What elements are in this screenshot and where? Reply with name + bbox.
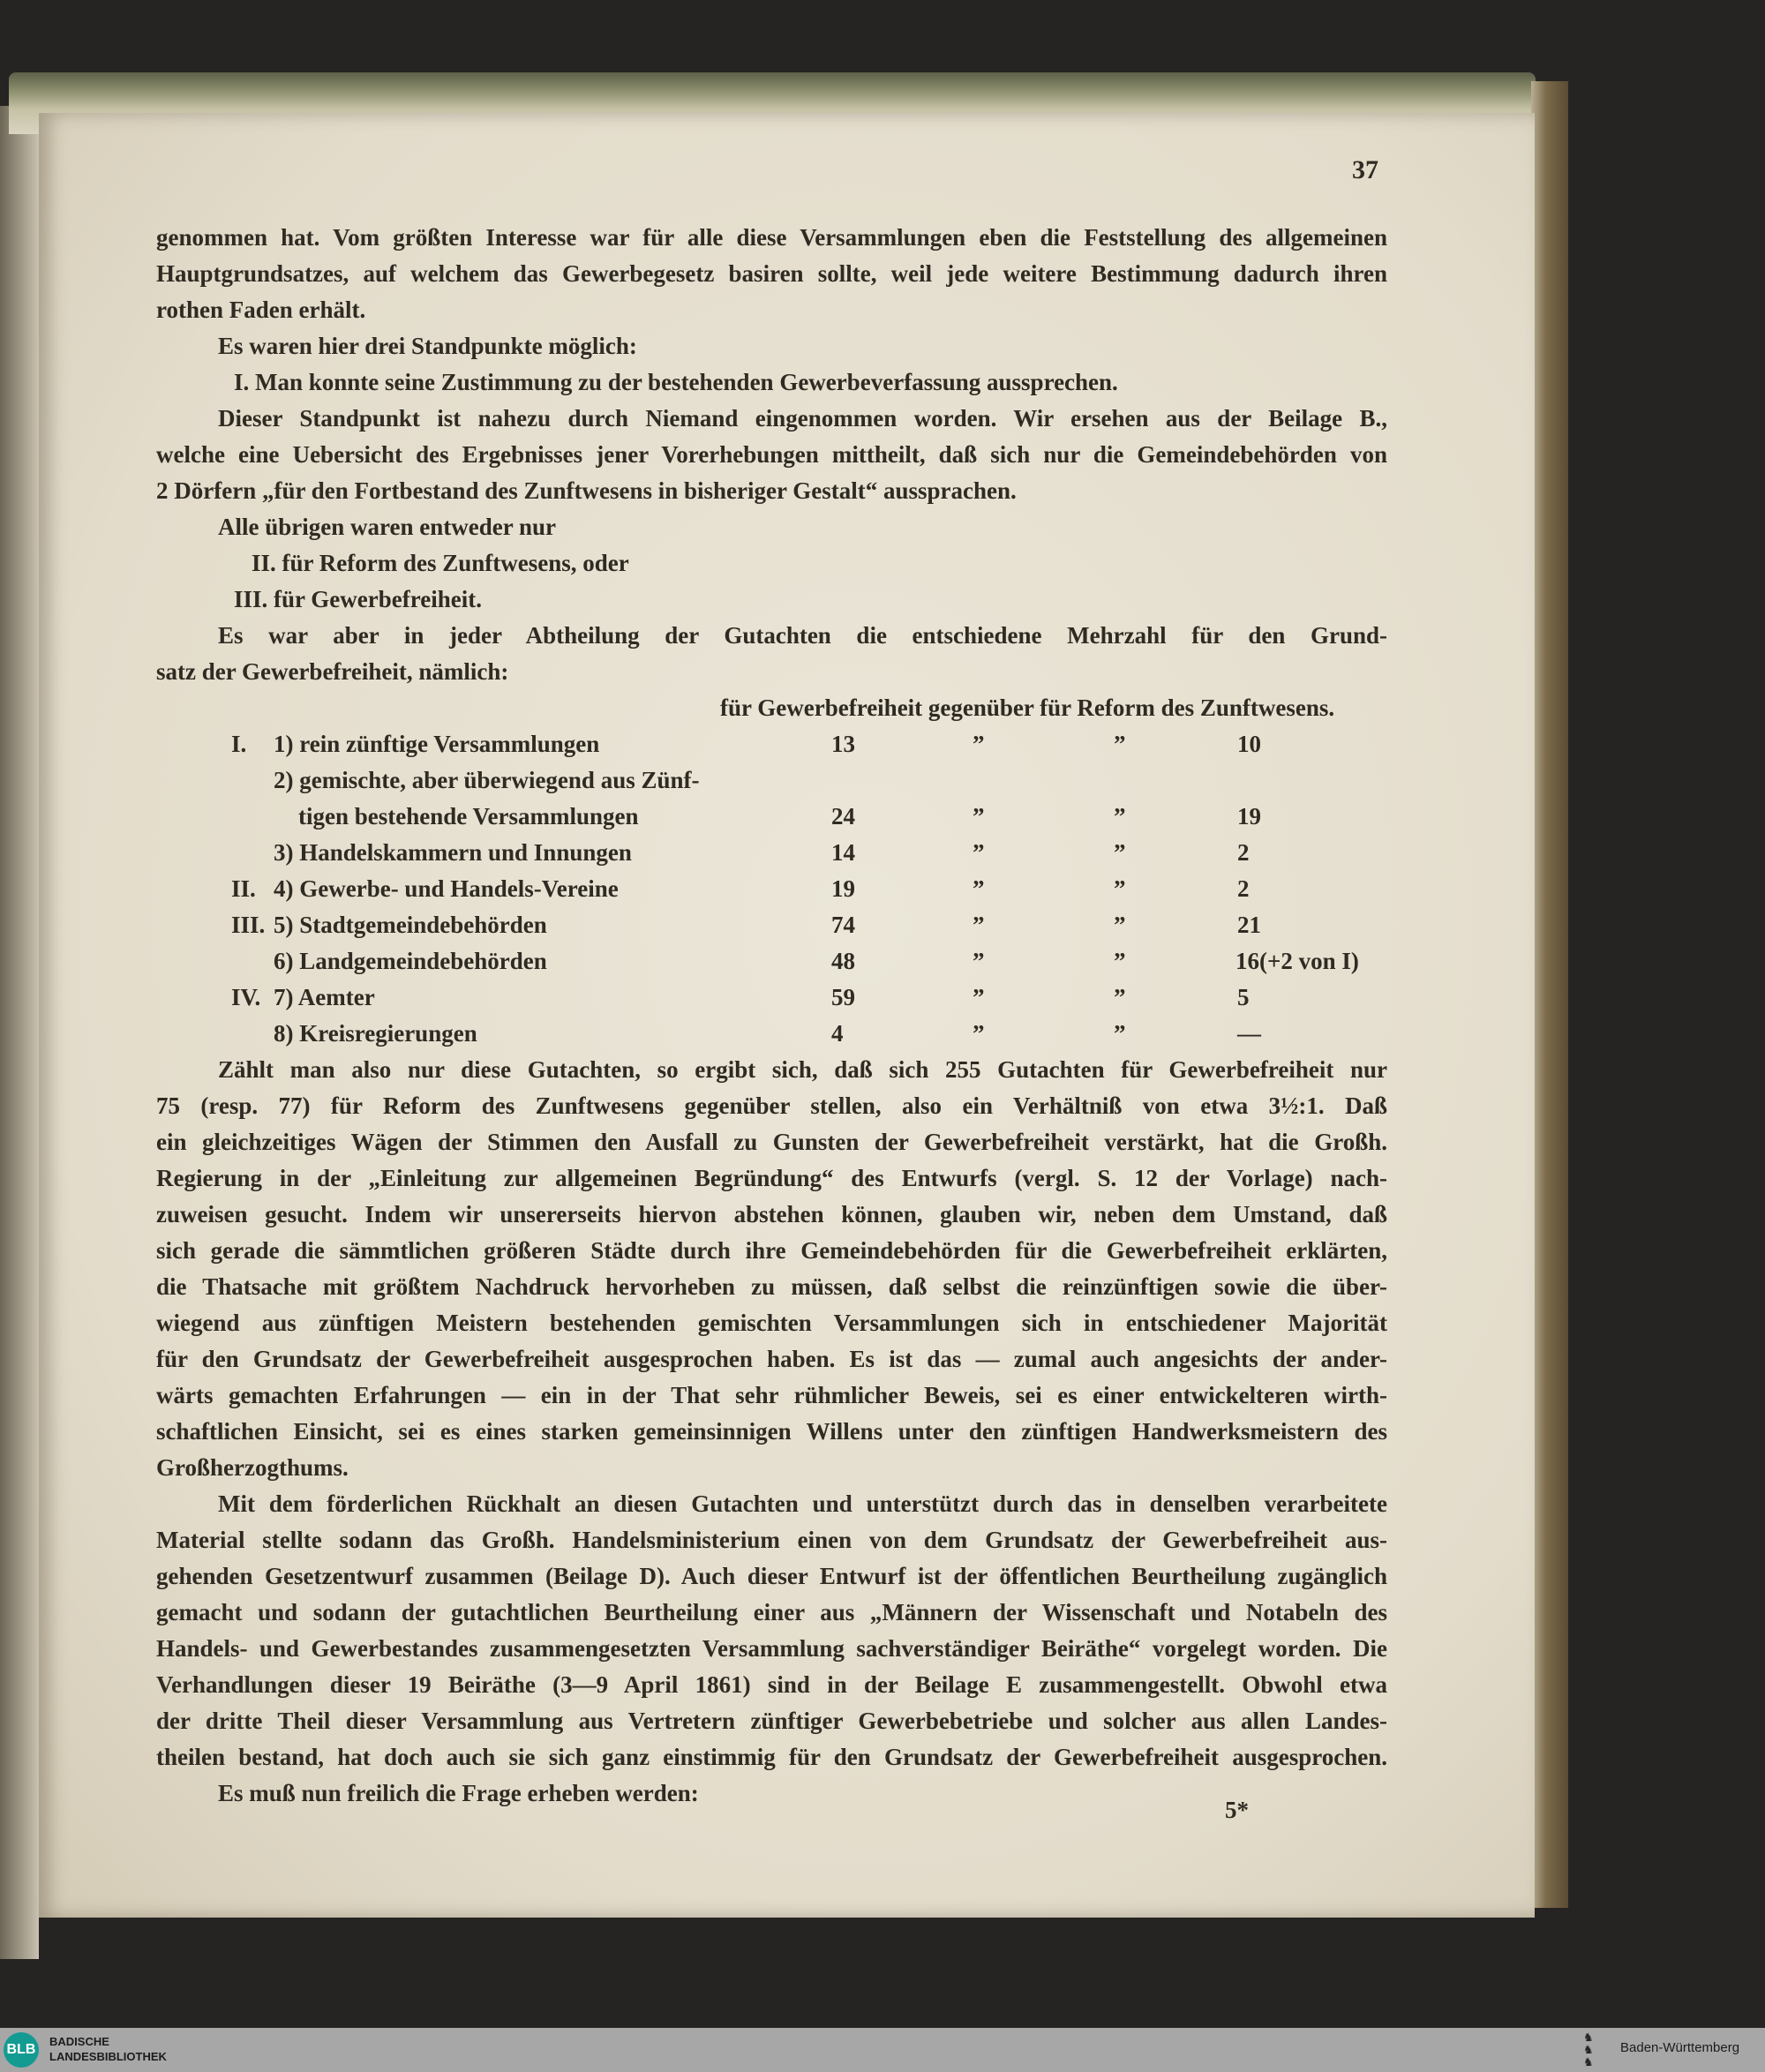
row-group-numeral: I. [231, 731, 247, 757]
value-gewerbefreiheit: 19 [831, 875, 855, 902]
text-line: die Thatsache mit größtem Nachdruck hervorheben zu müssen, daß selbst die reinzünftigen sowie die über- [156, 1273, 1387, 1300]
ditto-mark: ” [973, 1020, 985, 1047]
text-line: der dritte Theil dieser Versammlung aus Vertretern zünftiger Gewerbebetriebe und solcher aus allen Landes- [156, 1708, 1387, 1734]
value-zunftreform: 16(+2 von I) [1236, 948, 1359, 974]
text-line: Material stellte sodann das Großh. Handelsministerium einen von dem Grundsatz der Gewerbefreiheit aus- [156, 1527, 1387, 1553]
ditto-mark: ” [1114, 803, 1126, 830]
ditto-mark: ” [973, 948, 985, 974]
blb-logo[interactable]: BLB [4, 2032, 39, 2068]
ditto-mark: ” [1114, 731, 1126, 757]
text-line: wärts gemachten Erfahrungen — ein in der That sehr rühmlicher Beweis, sei es einer entwickelteren wirth- [156, 1382, 1387, 1408]
value-zunftreform: 21 [1237, 912, 1261, 938]
text-line: ein gleichzeitiges Wägen der Stimmen den Ausfall zu Gunsten der Gewerbefreiheit verstärkt, hat die Großh. [156, 1129, 1387, 1155]
text-line: 75 (resp. 77) für Reform des Zunftwesens gegenüber stellen, also ein Verhältniß von etwa 3½:1. Daß [156, 1092, 1387, 1119]
text-line: Verhandlungen dieser 19 Beiräthe (3—9 April 1861) sind in der Beilage E zusammengestellt. Obwohl etwa [156, 1671, 1387, 1698]
value-zunftreform: 2 [1237, 875, 1250, 902]
row-label: 5) Stadtgemeindebehörden [274, 912, 547, 938]
state-name[interactable]: Baden-Württemberg [1620, 2040, 1740, 2055]
row-group-numeral: II. [231, 875, 256, 902]
value-gewerbefreiheit: 14 [831, 839, 855, 866]
row-label: 8) Kreisregierungen [274, 1020, 477, 1047]
text-line: Dieser Standpunkt ist nahezu durch Niemand eingenommen worden. Wir ersehen aus der Beilage B., [218, 405, 1387, 432]
text-line: sich gerade die sämmtlichen größeren Städte durch ihre Gemeindebehörden für die Gewerbefreiheit erklärten, [156, 1237, 1387, 1264]
ditto-mark: ” [1114, 875, 1126, 902]
text-line: Großherzogthums. [156, 1454, 349, 1481]
ditto-mark: ” [973, 803, 985, 830]
ditto-mark: ” [973, 839, 985, 866]
ditto-mark: ” [973, 984, 985, 1010]
library-name[interactable] [49, 2034, 167, 2064]
library-name-line-1: BADISCHE [49, 2035, 109, 2048]
text-line: genommen hat. Vom größten Interesse war für alle diese Versammlungen eben die Feststellung des allgemeinen [156, 224, 1387, 251]
row-label: 6) Landgemeindebehörden [274, 948, 547, 974]
ditto-mark: ” [973, 875, 985, 902]
value-zunftreform: 2 [1237, 839, 1250, 866]
text-line: gemacht und sodann der gutachtlichen Beurtheilung einer aus „Männern der Wissenschaft und Notabeln des [156, 1599, 1387, 1625]
value-zunftreform: — [1237, 1020, 1261, 1047]
row-label: tigen bestehende Versammlungen [298, 803, 639, 830]
row-label: 7) Aemter [274, 984, 375, 1010]
value-gewerbefreiheit: 13 [831, 731, 855, 757]
book-right-edge [1531, 81, 1568, 1908]
ditto-mark: ” [1114, 1020, 1126, 1047]
text-line: Es war aber in jeder Abtheilung der Gutachten die entschiedene Mehrzahl für den Grund- [218, 622, 1387, 649]
text-line: wiegend aus zünftigen Meistern bestehenden gemischten Versammlungen sich in entschiedener Majorität [156, 1310, 1387, 1336]
ditto-mark: ” [973, 912, 985, 938]
value-zunftreform: 10 [1237, 731, 1261, 757]
text-line: gehenden Gesetzentwurf zusammen (Beilage D). Auch dieser Entwurf ist der öffentlichen Beurtheilung zugänglich [156, 1563, 1387, 1589]
text-line: Mit dem förderlichen Rückhalt an diesen Gutachten und unterstützt durch das in denselben verarbeitete [218, 1490, 1387, 1517]
text-line: Handels- und Gewerbestandes zusammengesetzten Versammlung sachverständiger Beiräthe“ vorgelegt worden. Die [156, 1635, 1387, 1662]
text-line: Regierung in der „Einleitung zur allgemeinen Begründung“ des Entwurfs (vergl. S. 12 der Vorlage) nach- [156, 1165, 1387, 1191]
page-number: 37 [1352, 155, 1378, 184]
library-name-line-2: LANDESBIBLIOTHEK [49, 2050, 167, 2063]
ditto-mark: ” [973, 731, 985, 757]
row-label: 2) gemischte, aber überwiegend aus Zünf- [274, 767, 700, 793]
three-lions-icon: ♞ ♞ ♞ [1583, 2031, 1594, 2068]
row-label: 3) Handelskammern und Innungen [274, 839, 632, 866]
value-zunftreform: 5 [1237, 984, 1250, 1010]
text-line: Es muß nun freilich die Frage erheben werden: [218, 1780, 699, 1806]
text-line: rothen Faden erhält. [156, 297, 366, 323]
text-line: Alle übrigen waren entweder nur [218, 514, 556, 540]
value-gewerbefreiheit: 48 [831, 948, 855, 974]
value-gewerbefreiheit: 74 [831, 912, 855, 938]
text-line: welche eine Uebersicht des Ergebnisses jener Vorerhebungen mittheilt, daß sich nur die Gemeindebehörden von [156, 441, 1387, 468]
value-zunftreform: 19 [1237, 803, 1261, 830]
text-line: für den Grundsatz der Gewerbefreiheit ausgesprochen haben. Es ist das — zumal auch angesichts der ander- [156, 1346, 1387, 1372]
value-gewerbefreiheit: 59 [831, 984, 855, 1010]
row-group-numeral: IV. [231, 984, 261, 1010]
text-line: Hauptgrundsatzes, auf welchem das Gewerbegesetz basiren sollte, weil jede weitere Bestimmung dadurch ihren [156, 260, 1387, 287]
text-line: III. für Gewerbefreiheit. [234, 586, 482, 612]
ditto-mark: ” [1114, 984, 1126, 1010]
text-line: I. Man konnte seine Zustimmung zu der bestehenden Gewerbeverfassung aussprechen. [234, 369, 1118, 395]
row-group-numeral: III. [231, 912, 266, 938]
table-header: für Gewerbefreiheit gegenüber für Reform des Zunftwesens. [720, 694, 1335, 721]
value-gewerbefreiheit: 24 [831, 803, 855, 830]
text-line: schaftlichen Einsicht, sei es eines starken gemeinsinnigen Willens unter den zünftigen Handwerksmeistern des [156, 1418, 1387, 1445]
row-label: 1) rein zünftige Versammlungen [274, 731, 600, 757]
text-line: 2 Dörfern „für den Fortbestand des Zunftwesens in bisheriger Gestalt“ aussprachen. [156, 477, 1017, 504]
ditto-mark: ” [1114, 912, 1126, 938]
text-line: Zählt man also nur diese Gutachten, so ergibt sich, daß sich 255 Gutachten für Gewerbefreiheit nur [218, 1056, 1387, 1083]
text-line: Es waren hier drei Standpunkte möglich: [218, 333, 637, 359]
text-line: zuweisen gesucht. Indem wir unsererseits hiervon abstehen können, glauben wir, neben dem Umstand, daß [156, 1201, 1387, 1227]
text-line: theilen bestand, hat doch auch sie sich ganz einstimmig für den Grundsatz der Gewerbefreiheit ausgesprochen. [156, 1744, 1387, 1770]
printer-signature-mark: 5* [1225, 1797, 1249, 1823]
facing-page-edge [0, 106, 39, 1959]
text-line: II. für Reform des Zunftwesens, oder [252, 550, 629, 576]
row-label: 4) Gewerbe- und Handels-Vereine [274, 875, 619, 902]
value-gewerbefreiheit: 4 [831, 1020, 844, 1047]
ditto-mark: ” [1114, 948, 1126, 974]
text-line: satz der Gewerbefreiheit, nämlich: [156, 658, 509, 685]
ditto-mark: ” [1114, 839, 1126, 866]
viewer-footer [0, 2028, 1765, 2072]
